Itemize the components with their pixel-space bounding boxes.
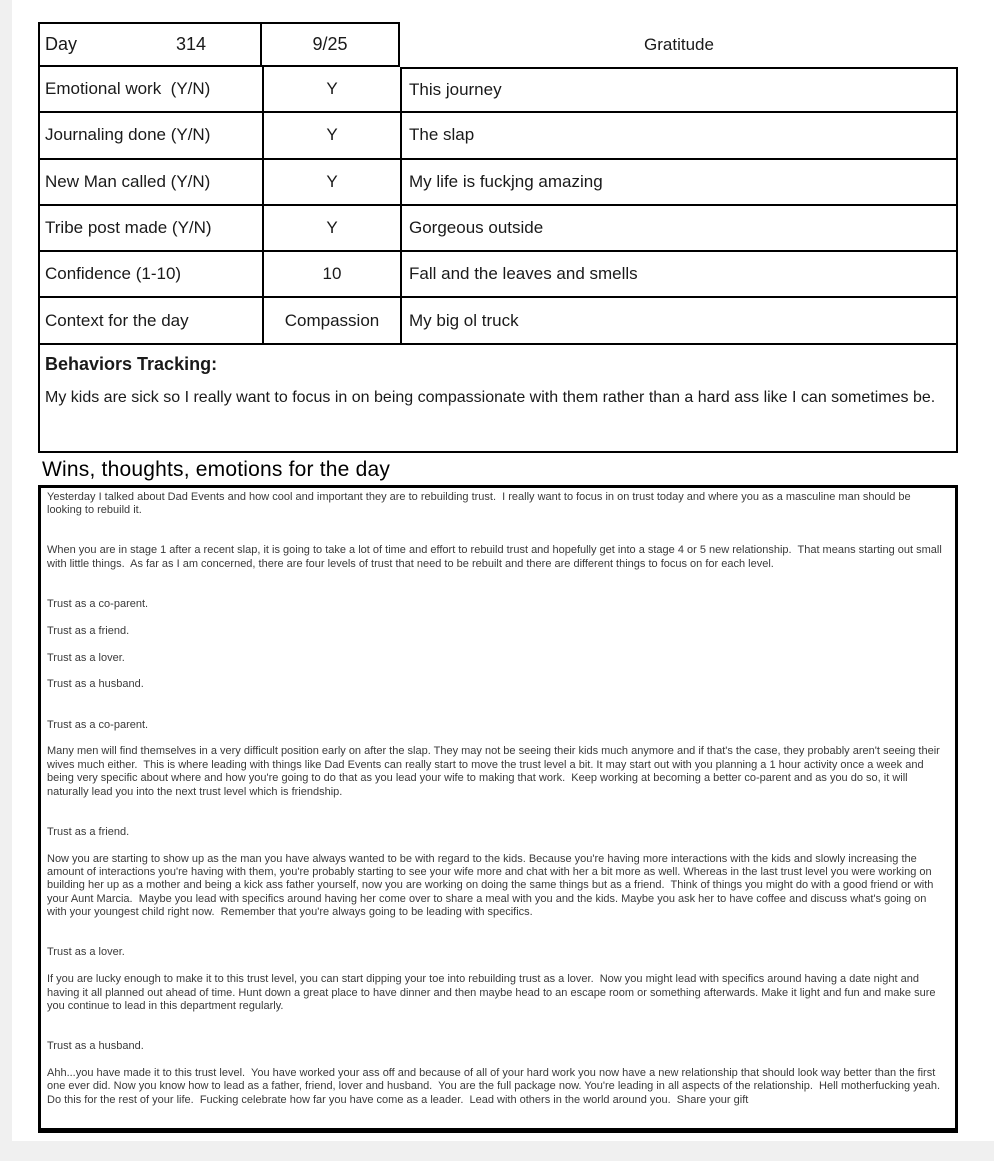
row-label: Tribe post made (Y/N) bbox=[38, 206, 262, 252]
text-line: When you are in stage 1 after a recent slap, it is going to take a lot of time and effort to rebuild trust and hopefully get into a stage 4 or 5 new relationship. That means starting out small with little things. As far as I am concerned, there are four levels of trust that need to be rebuilt and there are different things to focus on for each level. bbox=[47, 544, 945, 570]
text-line bbox=[47, 531, 945, 544]
row-label: Journaling done (Y/N) bbox=[38, 113, 262, 159]
text-line bbox=[47, 812, 945, 825]
row-value: Compassion bbox=[262, 298, 400, 344]
text-line bbox=[47, 705, 945, 718]
row-label: New Man called (Y/N) bbox=[38, 160, 262, 206]
text-line bbox=[47, 611, 945, 624]
text-line bbox=[47, 692, 945, 705]
text-line: Trust as a husband. bbox=[47, 678, 144, 691]
row-value: Y bbox=[262, 113, 400, 159]
behaviors-title: Behaviors Tracking: bbox=[45, 353, 218, 374]
text-line: Ahh...you have made it to this trust level. You have worked your ass off and because of all of your hard work you now have a new relationship that should look way better than the first one ever did. Now you know how to lead as a father, friend, lover and husband. You are the full package now. You're leading in all aspects of the relationship. Hell motherfucking yeah. Do this for the rest of your life. Fucking celebrate how far you have come as a leader. Lead with others in the world around you. Share your gift bbox=[47, 1066, 947, 1106]
text-line bbox=[47, 1027, 945, 1040]
wins-text-box bbox=[38, 485, 958, 1133]
text-line: If you are lucky enough to make it to this trust level, you can start dipping your toe into rebuilding trust as a lover. Now you might lead with specifics around having a date night and having it all planned out ahead of time. Hunt down a great place to have dinner and then maybe head to an escape room or something afterwards. Make it light and fun and make sure you continue to lead in this department regularly. bbox=[47, 973, 939, 1012]
text-line bbox=[47, 960, 945, 973]
table-row bbox=[38, 67, 958, 113]
document-page bbox=[12, 0, 994, 1141]
text-line bbox=[47, 799, 945, 812]
text-line bbox=[47, 638, 945, 651]
text-line: Now you are starting to show up as the man you have always wanted to be with regard to the kids. Because you're having more interactions with the kids and slowly increasing the amount of interactions you're having with them, you're probably starting to see your wife more and chat with her a bit more as well. Whereas in the last trust level you were working on building her up as a mother and being a kick ass father yourself, now you are working on doing the same things but as a friend. Think of things you might do with a good friend or with your Aunt Marcia. Maybe you lead with specifics around having her come over to share a meal with you and the kids. Maybe you ask her to have coffee and discuss what's going on with your youngest child right now. Remember that you're always going to be leading with specifics. bbox=[47, 852, 937, 919]
row-gratitude: Fall and the leaves and smells bbox=[400, 252, 958, 298]
text-line bbox=[47, 920, 945, 933]
table-row bbox=[38, 206, 958, 252]
row-label: Emotional work (Y/N) bbox=[38, 67, 262, 113]
day-label: Day bbox=[45, 34, 78, 54]
row-gratitude: My big ol truck bbox=[400, 298, 958, 344]
table-row bbox=[38, 298, 958, 344]
text-line: Trust as a friend. bbox=[47, 624, 130, 637]
text-line bbox=[47, 1107, 945, 1120]
row-value: Y bbox=[262, 67, 400, 113]
tracker-header-row bbox=[38, 22, 958, 67]
table-row bbox=[38, 160, 958, 206]
text-line: Trust as a lover. bbox=[47, 651, 125, 664]
text-line: Trust as a husband. bbox=[47, 1040, 144, 1053]
table-row bbox=[38, 113, 958, 159]
date-cell: 9/25 bbox=[262, 22, 400, 67]
row-value: Y bbox=[262, 160, 400, 206]
row-value: 10 bbox=[262, 252, 400, 298]
text-line bbox=[47, 732, 945, 745]
row-value: Y bbox=[262, 206, 400, 252]
text-line bbox=[47, 518, 945, 531]
text-line: Trust as a friend. bbox=[47, 825, 130, 838]
row-gratitude: This journey bbox=[400, 67, 958, 113]
row-gratitude: Gorgeous outside bbox=[400, 206, 958, 252]
behaviors-tracking-box bbox=[38, 343, 958, 453]
tracker-rows bbox=[38, 67, 958, 345]
row-label: Confidence (1-10) bbox=[38, 252, 262, 298]
text-line: Trust as a co-parent. bbox=[47, 597, 149, 610]
text-line bbox=[47, 933, 945, 946]
wins-section-title: Wins, thoughts, emotions for the day bbox=[42, 457, 391, 481]
text-line bbox=[47, 1013, 945, 1026]
row-gratitude: My life is fuckjng amazing bbox=[400, 160, 958, 206]
row-label: Context for the day bbox=[38, 298, 262, 344]
text-line: Many men will find themselves in a very difficult position early on after the slap. They may not be seeing their kids much anymore and if that's the case, they probably aren't seeing their wives much either. This is where leading with things like Dad Events can really start to move the trust level a bit. It may start out with you planning a 1 hour activity once a week and being very specific about where and how you're going to do that as you lead your wife to making that work. Keep working at becoming a better co-parent and as you do so, it will naturally lead you into the next trust level which is friendship. bbox=[47, 745, 943, 798]
text-line bbox=[47, 585, 945, 598]
day-cell bbox=[38, 22, 262, 67]
text-line bbox=[47, 839, 945, 852]
behaviors-text: My kids are sick so I really want to focus in on being compassionate with them rather than a hard ass like I can sometimes be. bbox=[45, 388, 936, 406]
wins-lines bbox=[47, 491, 945, 1121]
daily-tracker-table bbox=[38, 0, 958, 345]
text-line: Trust as a co-parent. bbox=[47, 718, 149, 731]
day-number: 314 bbox=[175, 34, 206, 54]
text-line: Yesterday I talked about Dad Events and how cool and important they are to rebuilding trust. I really want to focus in on trust today and where you as a masculine man should be looking to rebuild it. bbox=[47, 490, 914, 517]
table-row bbox=[38, 252, 958, 298]
text-line bbox=[47, 571, 945, 584]
gratitude-column-header: Gratitude bbox=[644, 34, 714, 54]
text-line bbox=[47, 665, 945, 678]
row-gratitude: The slap bbox=[400, 113, 958, 159]
text-line bbox=[47, 1054, 945, 1067]
text-line: Trust as a lover. bbox=[47, 946, 125, 959]
